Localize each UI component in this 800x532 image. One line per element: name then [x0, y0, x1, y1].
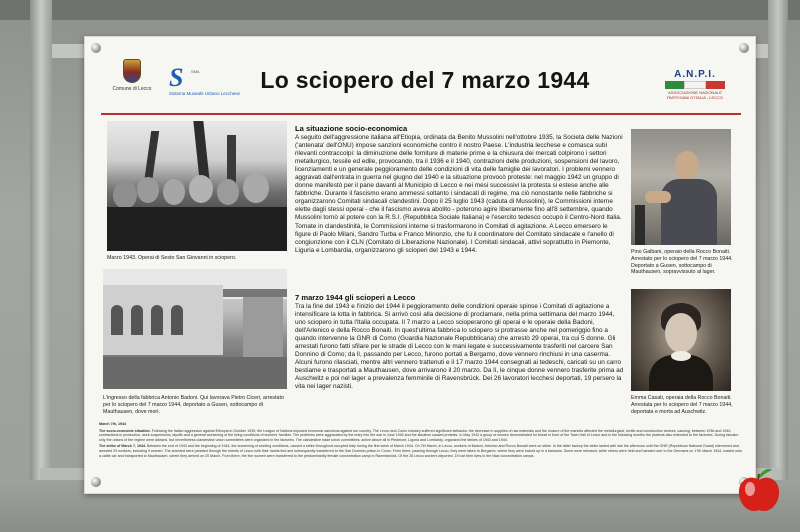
caption-galbani: Pino Galbani, operaio della Rocco Bonaiti. Arrestato per lo sciopero del 7 marzo 1944. Deportato a Gusen, sottocampo di Mauthausen, sopravvissuto al lager.	[631, 249, 733, 276]
comune-logo	[109, 59, 155, 92]
photo-workers-strike	[107, 121, 287, 251]
english-para1: Following the Italian aggression against Ethiopia in October 1935, the League of Nations imposed economic sanctions against our country. The Lecco and Como industry suffered significant setbacks: the decrease in supplies of raw materials and the closure of the markets affected the metallurgical, textile and construction sectors, causing, between 1936 and 1940, contractions in production, work suspensions, layoffs and a general worsening of the living conditions of workers' families. The problems were aggravated by the entry into the war in June 1940 and the situation caused protests. In May 1942 a group of women demonstrated for bread in front of the Town Hall of Lecco and in the following months the protests also extended to the factories. During fascism only the unions of the regime were allowed, but nevertheless clandestine union committees were organized in the factories. The clandestine trade union committees, active above all in Piedmont, Liguria and Lombardy, organized the strikes of 1943 and 1944.	[99, 428, 739, 442]
apple-watermark-icon	[732, 462, 786, 516]
page-title: Lo sciopero del 7 marzo 1944	[260, 67, 590, 93]
anpi-logo	[661, 69, 729, 100]
caption-factory: L'ingresso della fabbrica Antonio Badoni. Qui lavorava Pietro Ciceri, arrestato per lo sciopero del 7 marzo 1944, deportato a Gusen, sottocampo di Mauthausen, dove morì.	[103, 395, 284, 415]
italian-flag-icon	[665, 81, 725, 89]
sms-tag: SMIL	[191, 69, 201, 74]
comune-caption: Comune di Lecco	[112, 86, 152, 92]
section-title-strike: 7 marzo 1944 gli scioperi a Lecco	[295, 293, 416, 302]
section-text-socio-economic: A seguito dell'aggressione italiana all'Etiopia, ordinata da Benito Mussolini nell'ottobre 1935, la Società delle Nazioni ('antenata' dell'ONU) impose sanzioni economiche contro il nostro Paese. L'industria lecchese e comasca subì rilevanti contraccolpi: la diminuzione delle forniture di materie prime e la chiusura dei mercati colpirono i settori metallurgico, tessile ed edile, provocando, tra il 1936 e il 1940, contrazioni delle produzioni, sospensioni del lavoro, licenziamenti e un generale peggioramento delle condizioni di vita delle famiglie dei lavoratori. I problemi vennero aggravati dall'entrata in guerra nel giugno del 1940 e la situazione provocò proteste: nel maggio 1942 un gruppo di donne manifestò per il pane davanti al Municipio di Lecco e nei mesi successivi la protesta si estese anche alle fabbriche. Durante il fascismo erano ammessi soltanto i sindacati di regime, ma ciò nonostante nelle fabbriche si organizzarono Comitati sindacali clandestini. Dopo il 25 luglio 1943 (caduta di Mussolini), le Commissioni interne elette dagli stessi operai - che il fascismo aveva abolito - poterono agire liberamente fino all'8 settembre, quando Mussolini tornò al potere con la R.S.I. (Repubblica Sociale Italiana) e l'esercito tedesco occupò il Centro-Nord Italia. Tornate in clandestinità, le Commissioni interne si trasformarono in Comitati di agitazione. A Lecco emersero le figure di Paolo Milani, Sandro Turba e Franco Minonzio, che fu il coordinatore del Comitato sindacale e l'anello di congiunzione con il CLN (Comitato di Liberazione Nazionale). I Comitati sindacali, attivi soprattutto in Piemonte, Liguria e Lombardia, organizzarono gli scioperi del 1943 e 1944.	[295, 134, 623, 254]
sms-caption: Sistema Museale Urbano Lecchese	[169, 91, 241, 96]
english-para1-title: The socio-economic situation.	[99, 428, 151, 433]
panel-header	[85, 37, 757, 117]
wall-top	[0, 0, 800, 20]
english-heading: March 7th, 1944	[99, 422, 126, 426]
screw-icon	[91, 477, 101, 487]
caption-casati: Emma Casati, operaia della Rocco Bonaiti. Arrestata per lo sciopero del 7 marzo 1944, deportata e morta ad Auschwitz.	[631, 395, 733, 415]
section-title-socio-economic: La situazione socio-economica	[295, 124, 408, 133]
caption-workers: Marzo 1943. Operai di Sesto San Giovanni in sciopero.	[107, 255, 237, 261]
photo-emma-casati	[631, 289, 731, 391]
anpi-caption: ASSOCIAZIONE NAZIONALE PARTIGIANI D'ITALIA - LECCO	[666, 90, 724, 100]
frame-post-left	[30, 0, 52, 532]
frame-post-right	[768, 0, 788, 532]
sms-mark: S	[169, 63, 184, 92]
coat-of-arms-icon	[123, 59, 141, 83]
english-summary	[99, 422, 743, 460]
photo-pino-galbani	[631, 129, 731, 245]
sms-logo	[169, 63, 241, 96]
anpi-name: A.N.P.I.	[674, 69, 716, 80]
info-panel	[84, 36, 756, 494]
title-rule	[101, 113, 741, 115]
english-para2-title: The strike of March 7, 1944.	[99, 444, 146, 449]
photo-factory-entrance	[103, 269, 287, 389]
english-para2: Between the end of 1943 and the beginning of 1944, the worsening of working conditions, caused a strike throughout occupied Italy during the first week of March 1944. On 7th March, in Lecco, workers of Badoni, Arlenico and Rocco Bonaiti went on strike. In the latter factory the strike lasted well into the afternoon until the GNR (Republican National Guard) intervened and arrested 29 workers, including 5 women. The arrested were paraded through the streets of Lecco with their hands tied and subsequently transferred to the San Donnino prison in Como. From there, passing through Lecco, they were taken to Bergamo, where they were locked up in a barracks. Some were released, while others were held and handed over to the Germans on 17th March 1944, loaded onto a cattle car and transported to Mauthausen, where they arrived on 20 March. From there, the five women were transferred to the predominantly female concentration camp in Ravensbrück. Of the 26 Lecco workers deported, 19 lost their lives in the Nazi concentration camps.	[99, 444, 742, 458]
section-text-strike: Tra la fine del 1943 e l'inizio del 1944 il peggioramento delle condizioni operaie spinse i Comitati di agitazione a intensificare la lotta in fabbrica. Si arrivò così alla decisione di proclamare, nella prima settimana del marzo 1944, uno sciopero in tutta l'Italia occupata. Il 7 marzo a Lecco scioperarono gli operai e le operaie della Badoni, dell'Arlenico e della Rocco Bonaiti. In quest'ultima fabbrica lo sciopero si protrasse anche nel pomeriggio fino a quando intervenne la GNR di Como (Guardia Nazionale Repubblicana) che arrestò 29 operai, tra cui 5 donne. Gli arrestati furono fatti sfilare per le strade di Lecco con le mani legate e successivamente trasferiti nel carcere San Donnino di Como; da lì, passando per Lecco, furono portati a Bergamo, dove vennero rinchiusi in una caserma. Alcuni furono rilasciati, mentre altri vennero trattenuti e il 17 marzo 1944 consegnati ai tedeschi, caricati su un carro bestiame e trasportati a Mauthausen, dove arrivarono il 20 marzo. Da lì, le cinque donne vennero trasferite prima ad Auschwitz e poi nel lager a prevalenza femminile di Ravensbrück. Dei 26 lavoratori lecchesi deportati, 19 persero la vita nei lager nazisti.	[295, 303, 624, 391]
